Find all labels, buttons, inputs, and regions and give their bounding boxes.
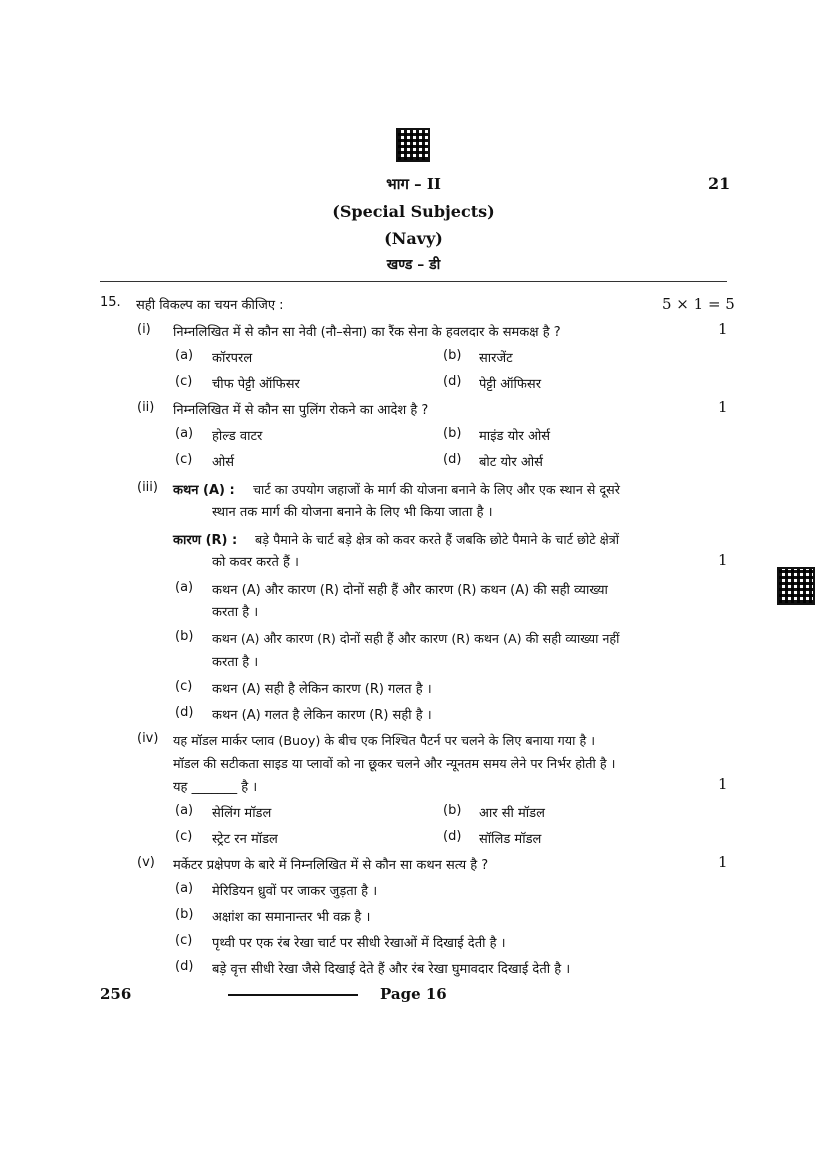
question-number: 15. [100,295,121,310]
option-label: (a) [175,426,194,441]
option-label: (a) [175,803,194,818]
option-label: (d) [175,705,194,720]
option-text: माइंड योर ओर्स [479,429,551,444]
part-text-continued: मॉडल की सटीकता साइड या प्लावों को ना छूकर चलने और न्यूनतम समय लेने पर निर्भर होती है । [173,756,616,771]
option-text: स्ट्रेट रन मॉडल [212,832,278,847]
part-label: (ii) [137,400,155,415]
header-divider [100,281,727,282]
option-text: बोट योर ओर्स [479,455,543,470]
qr-code-side [777,567,815,605]
part-marks: 1 [718,320,728,338]
option-text: सेलिंग मॉडल [212,806,272,821]
page-number: 21 [708,174,731,193]
option-text: कथन (A) और कारण (R) दोनों सही हैं और कारण (R) कथन (A) की सही व्याख्या [212,583,608,598]
qr-code-top [396,128,430,162]
part-text: मर्केटर प्रक्षेपण के बारे में निम्नलिखित में से कौन सा कथन सत्य है ? [173,858,489,873]
part-marks: 1 [718,775,728,793]
option-label: (c) [175,452,193,467]
option-text: कॉरपरल [212,351,253,366]
option-text: पृथ्वी पर एक रंब रेखा चार्ट पर सीधी रेखाओं में दिखाई देती है । [212,936,506,951]
assertion-label: कथन (A) : [173,483,235,498]
option-text: कथन (A) सही है लेकिन कारण (R) गलत है । [212,682,432,697]
part-label: (iv) [137,731,159,746]
option-text: सॉलिड मॉडल [479,832,542,847]
option-text: कथन (A) गलत है लेकिन कारण (R) सही है । [212,708,432,723]
option-label: (d) [443,452,462,467]
option-text: होल्ड वाटर [212,429,263,444]
part-label: (i) [137,322,151,337]
option-text: सारजेंट [479,351,513,366]
footer-page-number: Page 16 [380,985,447,1003]
subtitle: (Special Subjects) [332,202,495,221]
option-text: चीफ पेट्टी ऑफिसर [212,377,300,392]
option-label: (a) [175,881,194,896]
part-text: निम्नलिखित में से कौन सा पुलिंग रोकने का आदेश है ? [173,403,429,418]
option-label: (b) [443,348,462,363]
assertion-text: चार्ट का उपयोग जहाजों के मार्ग की योजना बनाने के लिए और एक स्थान से दूसरे [253,482,620,497]
option-text: मेरिडियन ध्रुवों पर जाकर जुड़ता है । [212,884,378,899]
footer-divider [228,994,358,996]
paper-code: 256 [100,985,132,1003]
option-label: (d) [175,959,194,974]
part-heading: भाग – II [386,175,441,193]
option-label: (c) [175,374,193,389]
option-text: कथन (A) और कारण (R) दोनों सही हैं और कारण (R) कथन (A) की सही व्याख्या नहीं [212,631,620,646]
option-label: (b) [175,629,194,644]
option-label: (b) [175,907,194,922]
question-instruction: सही विकल्प का चयन कीजिए : [136,298,284,313]
part-marks: 1 [718,853,728,871]
assertion-text-continued: स्थान तक मार्ग की योजना बनाने के लिए भी किया जाता है । [212,505,493,520]
option-label: (c) [175,933,193,948]
subject-heading: (Navy) [384,229,443,248]
reason-text-continued: को कवर करते हैं । [212,555,299,570]
option-label: (d) [443,374,462,389]
option-label: (c) [175,679,193,694]
option-label: (b) [443,426,462,441]
reason-label: कारण (R) : [173,533,238,548]
option-text: अक्षांश का समानान्तर भी वक्र है । [212,910,371,925]
option-label: (c) [175,829,193,844]
part-label: (iii) [137,480,158,495]
option-text: आर सी मॉडल [479,806,545,821]
option-text: पेट्टी ऑफिसर [479,377,542,392]
option-label: (d) [443,829,462,844]
option-text-continued: करता है । [212,605,259,620]
section-heading: खण्ड – डी [386,257,441,273]
part-text-continued: यह _______ है । [173,780,258,795]
part-text: निम्नलिखित में से कौन सा नेवी (नौ–सेना) का रैंक सेना के हवलदार के समकक्ष है ? [173,325,561,340]
part-marks: 1 [718,551,728,569]
reason-text: बड़े पैमाने के चार्ट बड़े क्षेत्र को कवर करते हैं जबकि छोटे पैमाने के चार्ट छोटे क्षेत्रों [255,532,620,547]
option-label: (a) [175,580,194,595]
option-label: (a) [175,348,194,363]
part-label: (v) [137,855,155,870]
part-text: यह मॉडल मार्कर प्लाव (Buoy) के बीच एक निश्चित पैटर्न पर चलने के लिए बनाया गया है । [173,733,596,748]
option-label: (b) [443,803,462,818]
option-text: बड़े वृत्त सीधी रेखा जैसे दिखाई देते हैं और रंब रेखा घुमावदार दिखाई देती है । [212,962,571,977]
option-text-continued: करता है । [212,655,259,670]
question-total-marks: 5 × 1 = 5 [662,295,735,313]
option-text: ओर्स [212,455,235,470]
part-marks: 1 [718,398,728,416]
